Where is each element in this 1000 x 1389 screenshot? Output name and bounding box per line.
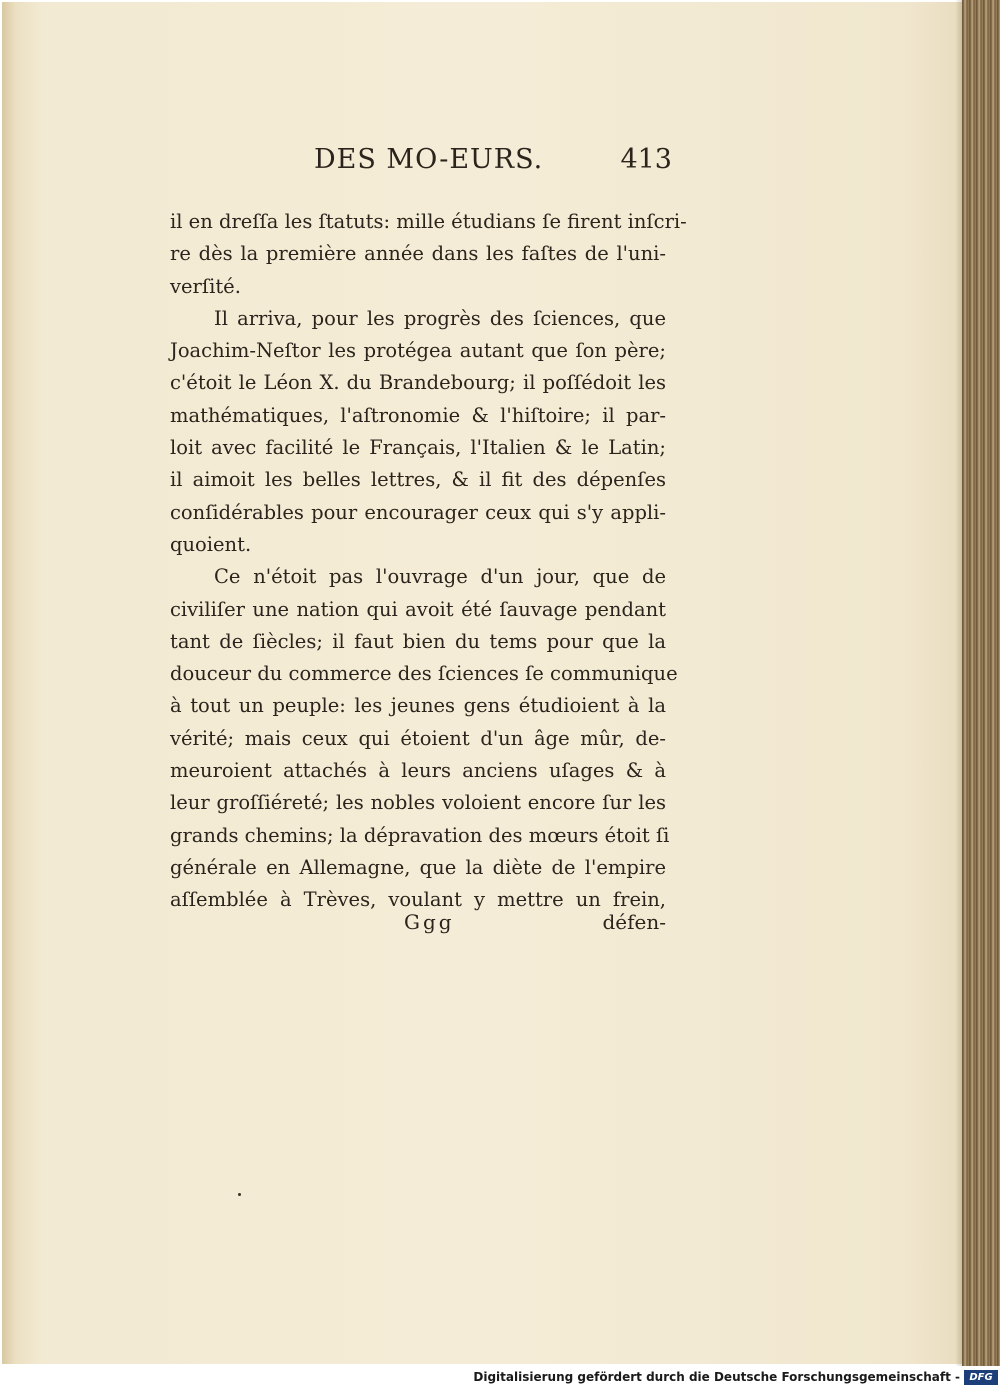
text-line: civiliſer une nation qui avoit été ſauvage pendant (170, 597, 666, 621)
text-line: conſidérables pour encourager ceux qui s'y appli- (170, 500, 666, 524)
text-line: c'étoit le Léon X. du Brandebourg; il poſſédoit les (170, 371, 666, 395)
text-line: Joachim-Neſtor les protégea autant que ſon père; (170, 339, 666, 363)
body-text (170, 206, 687, 917)
text-line: loit avec facilité le Français, l'Italien & le Latin; (170, 436, 666, 460)
text-line: Il arriva, pour les progrès des ſciences, que (214, 306, 666, 330)
text-line: douceur du commerce des ſciences ſe communique (170, 662, 678, 686)
text-line: générale en Allemagne, que la diète de l'empire (170, 855, 666, 879)
text-line: il aimoit les belles lettres, & il fit des dépenſes (170, 468, 666, 492)
book-page (2, 2, 970, 1364)
text-line: leur groſſiéreté; les nobles voloient encore ſur les (170, 791, 666, 815)
text-line: il en dreſſa les ſtatuts: mille étudians ſe firent inſcri- (170, 210, 687, 233)
signature-mark: Ggg (404, 910, 455, 934)
text-line: quoient. (170, 532, 252, 556)
text-line: Ce n'étoit pas l'ouvrage d'un jour, que de (214, 565, 666, 589)
digitization-credit-bar (0, 1368, 1000, 1389)
credit-text: Digitalisierung gefördert durch die Deutsche Forschungsgemeinschaft - (473, 1370, 960, 1384)
catchword: défen- (602, 910, 666, 934)
ink-speck (238, 1193, 241, 1196)
page-footer (170, 910, 666, 944)
page-header (162, 144, 672, 192)
text-line: grands chemins; la dépravation des mœurs étoit ſi (170, 823, 670, 847)
page-number: 413 (620, 144, 672, 175)
text-line: à tout un peuple: les jeunes gens étudioient à la (170, 694, 666, 718)
text-line: meuroient attachés à leurs anciens uſages & à (170, 759, 666, 783)
text-line: verſité. (170, 274, 241, 298)
text-line: aſſemblée à Trèves, voulant y mettre un frein, (170, 888, 666, 912)
text-line: tant de ſiècles; il faut bien du tems pour que la (170, 629, 666, 653)
running-title: DES MO-EURS. (314, 144, 544, 175)
book-page-edges (962, 0, 1000, 1366)
text-line: vérité; mais ceux qui étoient d'un âge mûr, de- (170, 726, 666, 750)
text-line: mathématiques, l'aſtronomie & l'hiſtoire; il par- (170, 403, 666, 427)
text-line: re dès la première année dans les faſtes de l'uni- (170, 242, 666, 266)
dfg-logo-icon: DFG (964, 1370, 998, 1385)
